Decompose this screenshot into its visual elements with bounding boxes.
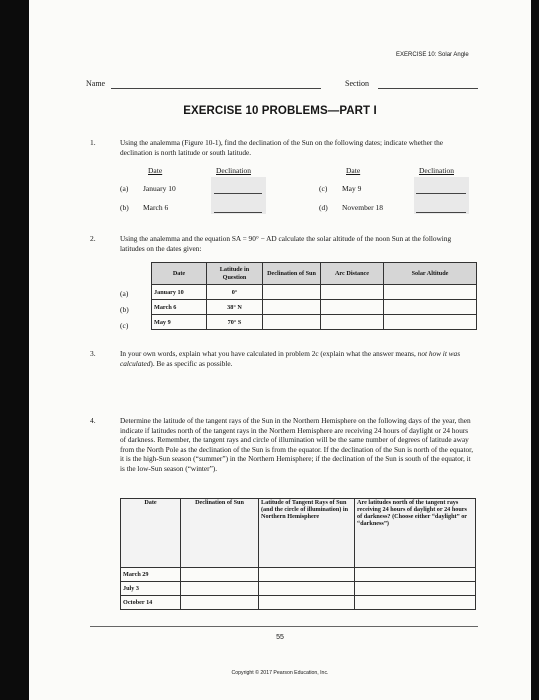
problem-3-text — [120, 349, 476, 368]
p1-item-a-letter: (a) — [120, 184, 129, 193]
p4-row-march-tangent[interactable] — [259, 568, 355, 582]
p2-row-b-date: March 6 — [152, 300, 207, 315]
p2-row-a-date: January 10 — [152, 285, 207, 300]
p1-item-b-letter: (b) — [120, 203, 129, 212]
copyright-notice: Copyright © 2017 Pearson Education, Inc. — [231, 670, 329, 676]
p2-header-date: Date — [152, 263, 207, 285]
p2-row-a-letter: (a) — [120, 289, 129, 298]
problem-4-text: Determine the latitude of the tangent rays of the Sun in the Northern Hemisphere on the following days of the year, then indicate if latitudes north of the tangent rays in the Northern Hemisphere are receiving 24 hours of daylight or 24 hours of darkness. Remember, the tangent rays and circle of illumination will be the same number of degrees of latitude away from the North Pole as the declination of the Sun is from the equator. If the declination of the Sun is north of the equator, it is the high-Sun season (“summer”) in the Northern Hemisphere; if the declination of the Sun is south of the equator, it is the low-Sun season (“winter”). — [120, 416, 474, 473]
p2-row-a-altitude[interactable] — [384, 285, 477, 300]
p4-table — [120, 498, 476, 610]
p3-text-emphasis: not how it was calculated — [120, 349, 461, 368]
p4-header-declination: Declination of Sun — [181, 499, 259, 568]
p1-item-c-letter: (c) — [319, 184, 328, 193]
p3-text-a: In your own words, explain what you have calculated in problem 2c (explain what the answer means, — [120, 349, 418, 358]
p1-col-decl-right: Declination — [419, 166, 454, 175]
p1-shade-left — [211, 177, 266, 214]
p4-row-march-date: March 29 — [121, 568, 181, 582]
p2-row-a-latitude: 0° — [207, 285, 263, 300]
p1-item-d-date: November 18 — [342, 203, 384, 212]
p1-item-c-answer[interactable] — [416, 193, 466, 194]
p2-row-b-altitude[interactable] — [384, 300, 477, 315]
problem-1-number: 1. — [90, 138, 96, 147]
p4-row-october-declination[interactable] — [181, 596, 259, 610]
p2-row-c-letter: (c) — [120, 321, 129, 330]
worksheet-page — [29, 0, 531, 700]
page-number: 55 — [276, 634, 284, 641]
p4-row-march-declination[interactable] — [181, 568, 259, 582]
p4-row-july-answer[interactable] — [355, 582, 476, 596]
p1-col-decl-left: Declination — [216, 166, 251, 175]
p2-row-c-arc[interactable] — [321, 315, 384, 330]
p2-row-c-date: May 9 — [152, 315, 207, 330]
p1-item-b-date: March 6 — [143, 203, 169, 212]
p1-col-date-right: Date — [346, 166, 361, 175]
name-label: Name — [86, 79, 106, 88]
p4-row-july-tangent[interactable] — [259, 582, 355, 596]
p4-row-october-date: October 14 — [121, 596, 181, 610]
p2-row-b-arc[interactable] — [321, 300, 384, 315]
p2-row-a-arc[interactable] — [321, 285, 384, 300]
p1-item-a-date: January 10 — [143, 184, 176, 193]
p2-header-solar-altitude: Solar Altitude — [384, 263, 477, 285]
p4-header-date: Date — [121, 499, 181, 568]
p4-header-tangent-latitude: Latitude of Tangent Rays of Sun (and the circle of illumination) in Northern Hemisphere — [259, 499, 355, 568]
p3-text-b: ). Be as specific as possible. — [150, 358, 233, 368]
p2-row-b-letter: (b) — [120, 305, 129, 314]
p2-header-arc-distance: Arc Distance — [321, 263, 384, 285]
p2-row-a-declination[interactable] — [263, 285, 321, 300]
p1-item-b-answer[interactable] — [214, 212, 262, 213]
running-head: EXERCISE 10: Solar Angle — [396, 52, 469, 58]
p2-row-b-declination[interactable] — [263, 300, 321, 315]
p2-row-c-altitude[interactable] — [384, 315, 477, 330]
footer-rule — [90, 626, 478, 627]
p4-row-july-date: July 3 — [121, 582, 181, 596]
p2-row-c-declination[interactable] — [263, 315, 321, 330]
p1-item-d-answer[interactable] — [416, 212, 466, 213]
p2-table — [151, 262, 477, 330]
problem-2-text: Using the analemma and the equation SA = 90° − AD calculate the solar altitude of the noon Sun at the following latitudes on the dates given: — [120, 234, 452, 253]
p4-row-march-answer[interactable] — [355, 568, 476, 582]
p1-item-c-date: May 9 — [342, 184, 362, 193]
p4-row-october-tangent[interactable] — [259, 596, 355, 610]
p4-row-october-answer[interactable] — [355, 596, 476, 610]
problem-4-number: 4. — [90, 416, 96, 425]
p1-item-d-letter: (d) — [319, 203, 328, 212]
problem-1-text: Using the analemma (Figure 10-1), find the declination of the Sun on the following dates; indicate whether the declination is north latitude or south latitude. — [120, 138, 444, 157]
p2-row-b-latitude: 38° N — [207, 300, 263, 315]
page-title: EXERCISE 10 PROBLEMS—PART I — [183, 105, 377, 117]
p1-item-a-answer[interactable] — [214, 193, 262, 194]
p4-row-july-declination[interactable] — [181, 582, 259, 596]
section-field[interactable] — [378, 88, 478, 89]
name-field[interactable] — [111, 88, 321, 89]
p1-shade-right — [414, 177, 469, 214]
p4-header-daylight-darkness: Are latitudes north of the tangent rays receiving 24 hours of daylight or 24 hours of darkness? (Choose either “daylight” or “darkness”) — [355, 499, 476, 568]
problem-2-number: 2. — [90, 234, 96, 243]
p2-row-c-latitude: 70° S — [207, 315, 263, 330]
section-label: Section — [345, 79, 369, 88]
problem-3-number: 3. — [90, 349, 96, 358]
p1-col-date-left: Date — [148, 166, 163, 175]
p2-header-latitude: Latitude in Question — [207, 263, 263, 285]
p2-header-declination: Declination of Sun — [263, 263, 321, 285]
